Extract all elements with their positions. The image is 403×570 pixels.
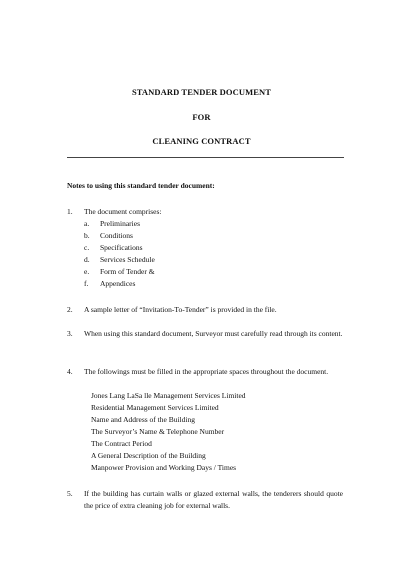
sub-item-text: Conditions xyxy=(100,231,133,240)
sub-item-text: Preliminaries xyxy=(100,219,140,228)
title-divider xyxy=(67,157,344,158)
document-title: STANDARD TENDER DOCUMENT xyxy=(131,87,272,97)
sub-item-letter: a. xyxy=(84,219,90,228)
list-item-number: 1. xyxy=(67,207,73,216)
list-item-5 xyxy=(67,488,343,512)
list-item-text: If the building has curtain walls or glazed external walls, the tenderers should quote the price of extra cleaning job for external walls. xyxy=(84,489,343,510)
sub-item-letter: f. xyxy=(84,279,89,288)
list-item-text: The followings must be filled in the appropriate spaces throughout the document. xyxy=(84,367,329,376)
list-item-1 xyxy=(67,206,343,218)
fill-item: Residential Management Services Limited xyxy=(91,403,219,412)
sub-item-text: Specifications xyxy=(100,243,143,252)
sub-item-letter: e. xyxy=(84,267,90,276)
fill-item: A General Description of the Building xyxy=(91,451,206,460)
fill-item: Jones Lang LaSa lle Management Services Limited xyxy=(91,391,246,400)
sub-item-text: Services Schedule xyxy=(100,255,155,264)
fill-item: The Surveyor’s Name & Telephone Number xyxy=(91,427,225,436)
list-item-2 xyxy=(67,304,343,316)
list-item-number: 3. xyxy=(67,329,73,338)
list-item-3 xyxy=(67,328,343,340)
list-item-4 xyxy=(67,366,343,378)
fill-item: Name and Address of the Building xyxy=(91,415,195,424)
list-item-number: 4. xyxy=(67,367,73,376)
document-title-for: FOR xyxy=(192,112,211,122)
list-item-number: 5. xyxy=(67,489,73,498)
list-item-number: 2. xyxy=(67,305,73,314)
fill-item: The Contract Period xyxy=(91,439,152,448)
sub-item-text: Appendices xyxy=(100,279,136,288)
sub-item-letter: c. xyxy=(84,243,90,252)
list-item-text: The document comprises: xyxy=(84,207,162,216)
document-subtitle: CLEANING CONTRACT xyxy=(152,136,251,146)
fill-item: Manpower Provision and Working Days / Times xyxy=(91,463,237,472)
notes-heading: Notes to using this standard tender document: xyxy=(67,181,215,190)
sub-item-text: Form of Tender & xyxy=(100,267,155,276)
sub-item-letter: d. xyxy=(84,255,90,264)
list-item-text: When using this standard document, Surveyor must carefully read through its content. xyxy=(84,329,343,338)
sub-item-letter: b. xyxy=(84,231,90,240)
list-item-text: A sample letter of “Invitation-To-Tender” is provided in the file. xyxy=(84,305,277,314)
